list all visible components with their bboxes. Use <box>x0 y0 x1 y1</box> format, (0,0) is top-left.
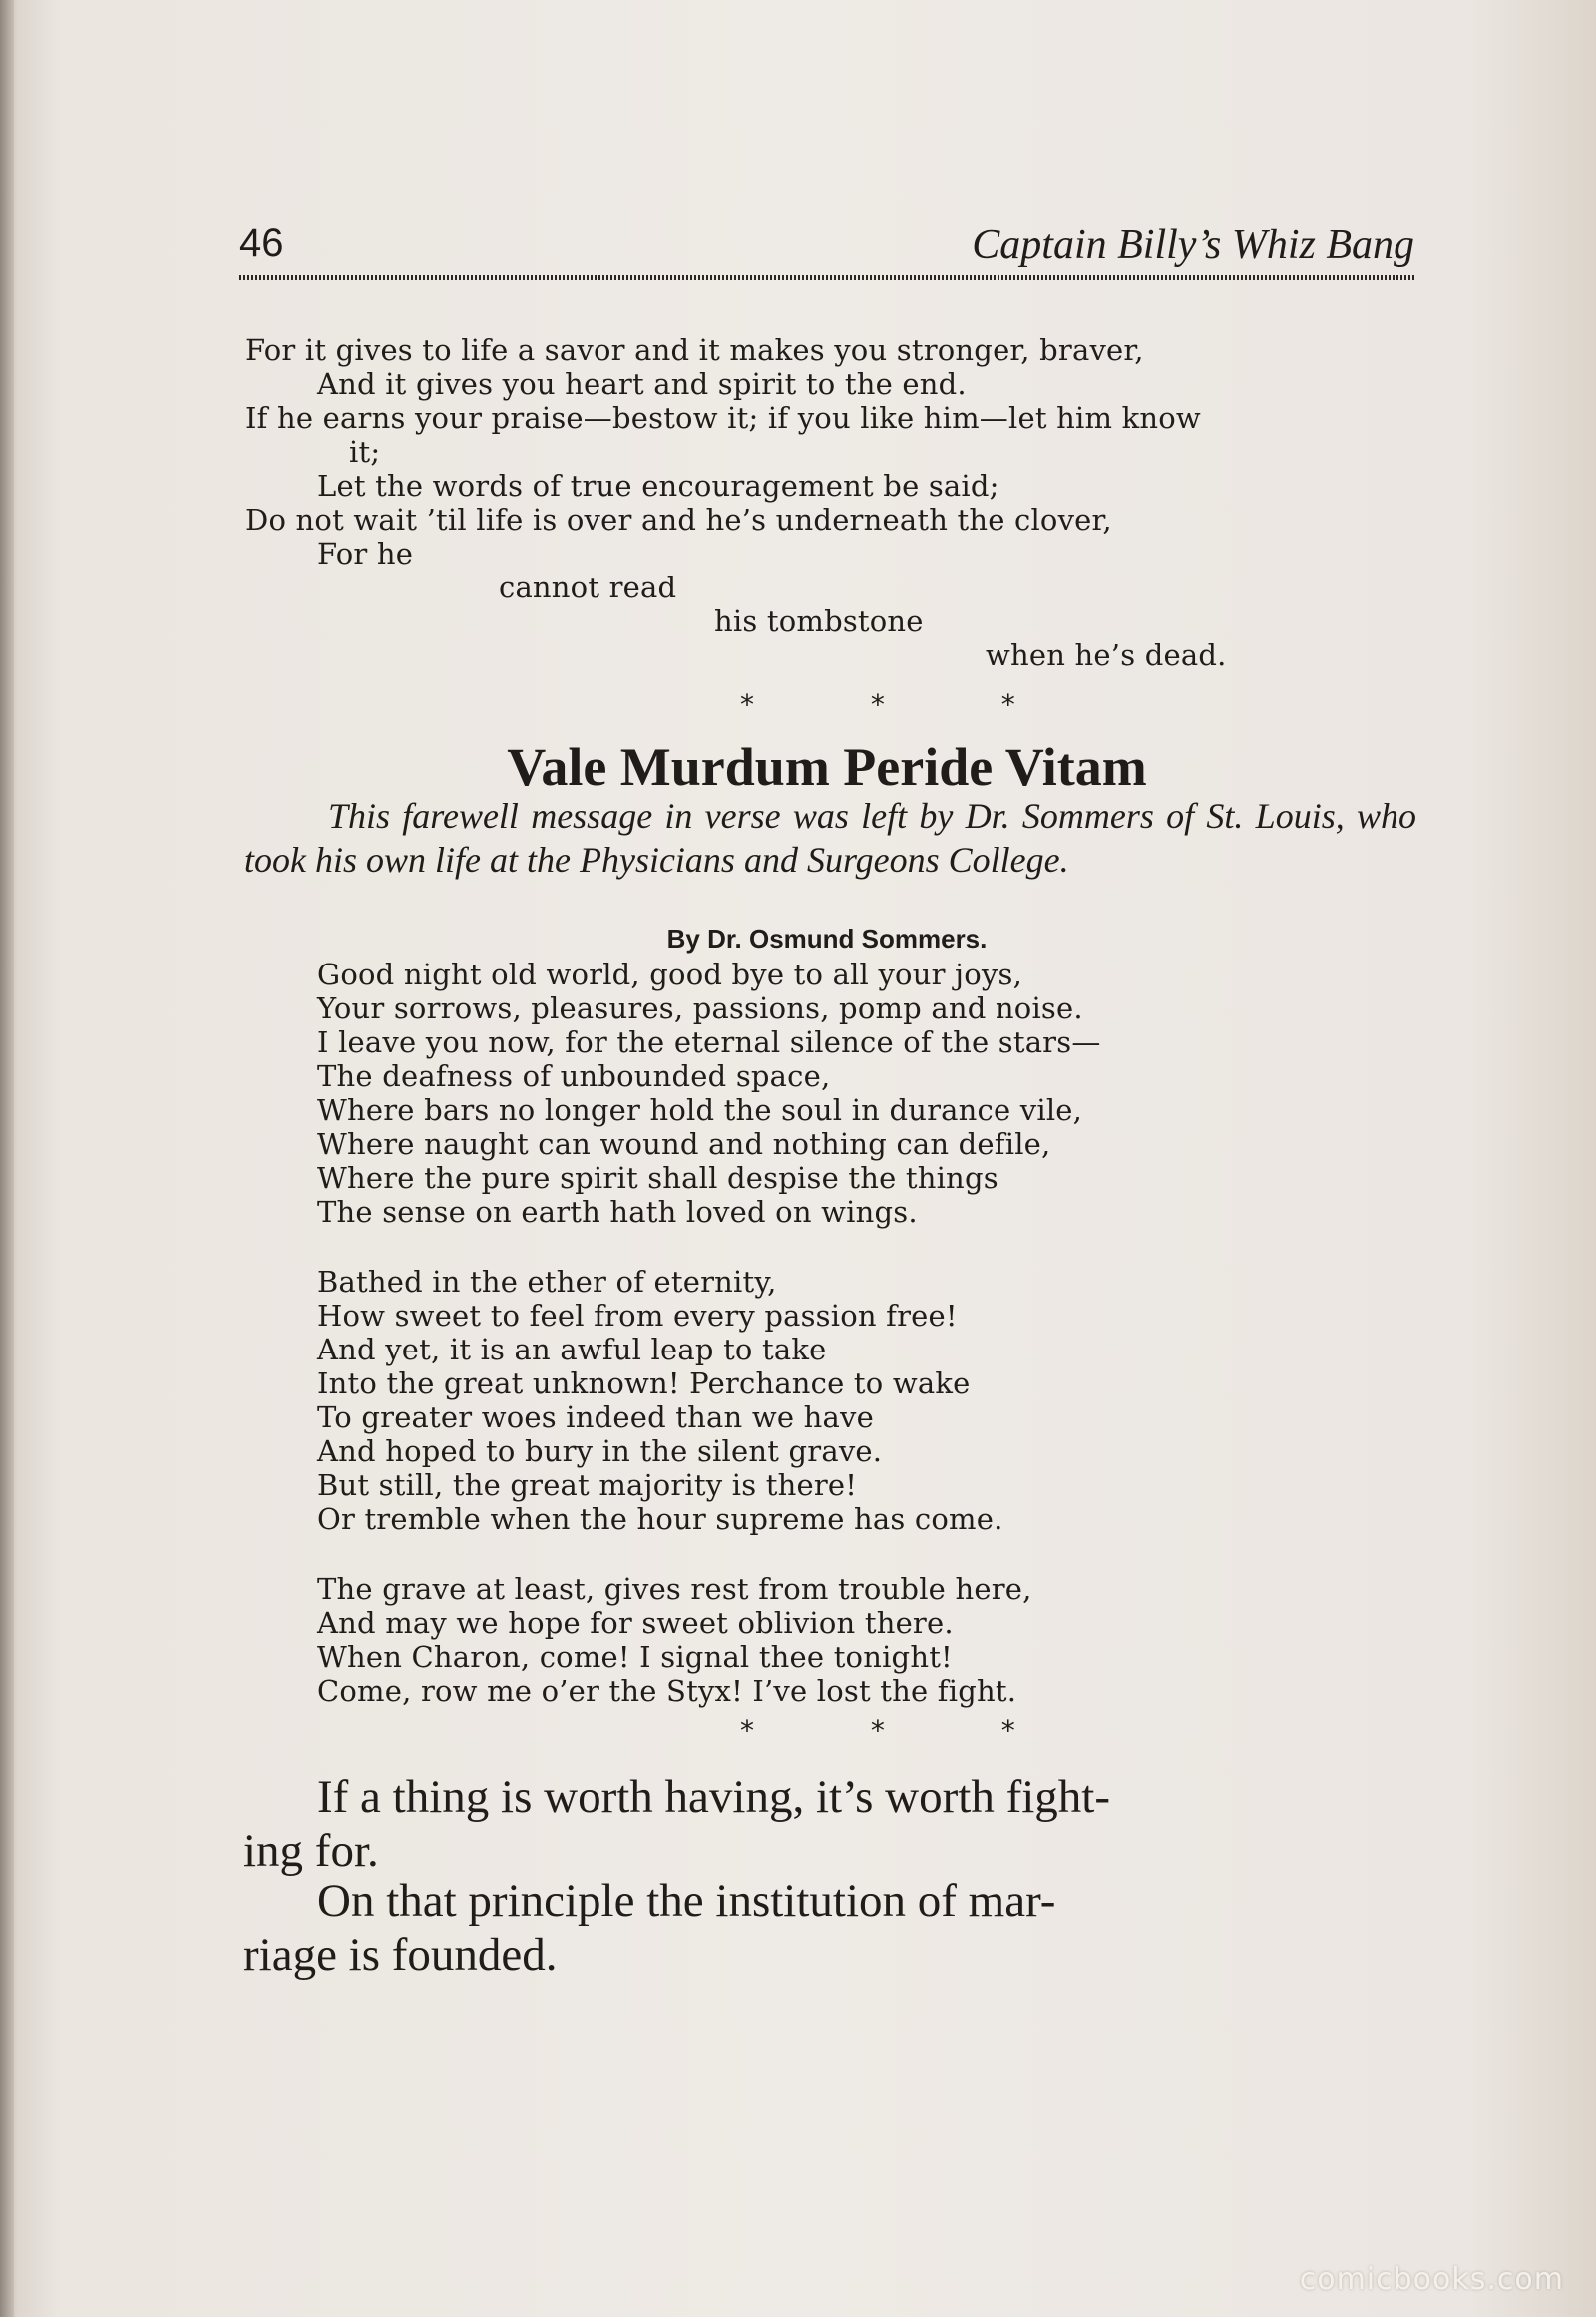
verse-line: How sweet to feel from every passion free! <box>317 1299 958 1333</box>
verse-line: Bathed in the ether of eternity, <box>317 1265 777 1299</box>
poem-line: when he’s dead. <box>986 638 1227 672</box>
verse-line: But still, the great majority is there! <box>317 1468 858 1502</box>
poem-line: his tombstone <box>714 604 924 638</box>
article-intro: This farewell message in verse was left by Dr. Sommers of St. Louis, who took his own life at the Physicians and Surgeons College. <box>244 796 1416 880</box>
poem-line: cannot read <box>499 571 677 604</box>
verse-line: And may we hope for sweet oblivion there. <box>317 1606 954 1640</box>
poem-line: Do not wait ’til life is over and he’s underneath the clover, <box>245 503 1112 537</box>
verse-line: Or tremble when the hour supreme has come. <box>317 1502 1003 1536</box>
joke-line: If a thing is worth having, it’s worth fight- <box>317 1771 1110 1823</box>
page-spine-shadow <box>0 0 14 2317</box>
joke-line: riage is founded. <box>243 1929 558 1981</box>
verse-line: Into the great unknown! Perchance to wake <box>317 1366 971 1400</box>
joke-line: On that principle the institution of mar- <box>317 1875 1056 1927</box>
verse-line: Where the pure spirit shall despise the things <box>317 1161 998 1195</box>
poem-line: Let the words of true encouragement be said; <box>317 469 999 503</box>
verse-line: The deafness of unbounded space, <box>317 1059 831 1093</box>
verse-line: The grave at least, gives rest from trouble here, <box>317 1572 1032 1606</box>
article-title: Vale Murdum Peride Vitam <box>507 737 1147 797</box>
watermark: comicbooks.com <box>1299 2262 1564 2297</box>
separator-stars: * * * <box>740 1714 1069 1746</box>
verse-line: Good night old world, good bye to all your joys, <box>317 958 1022 991</box>
poem-line: For it gives to life a savor and it makes you stronger, braver, <box>245 333 1144 367</box>
page-number: 46 <box>239 221 284 265</box>
joke-line: ing for. <box>243 1825 379 1877</box>
verse-line: Where bars no longer hold the soul in durance vile, <box>317 1093 1083 1127</box>
running-title: Captain Billy’s Whiz Bang <box>972 222 1414 268</box>
page-header <box>239 221 1414 277</box>
separator-stars: * * * <box>740 688 1069 721</box>
article-byline: By Dr. Osmund Sommers. <box>666 924 988 954</box>
header-rule <box>239 275 1414 280</box>
verse-line: When Charon, come! I signal thee tonight! <box>317 1640 953 1674</box>
verse-line: Come, row me o’er the Styx! I’ve lost the fight. <box>317 1674 1017 1708</box>
poem-line: If he earns your praise—bestow it; if you like him—let him know <box>245 401 1201 435</box>
poem-line: For he <box>317 537 414 571</box>
verse-line: To greater woes indeed than we have <box>317 1400 874 1434</box>
poem-line: And it gives you heart and spirit to the end. <box>317 367 967 401</box>
verse-line: I leave you now, for the eternal silence of the stars— <box>317 1025 1101 1059</box>
verse-line: And hoped to bury in the silent grave. <box>317 1434 883 1468</box>
poem-line: it; <box>349 435 381 469</box>
verse-line: The sense on earth hath loved on wings. <box>317 1195 918 1229</box>
verse-line: Where naught can wound and nothing can defile, <box>317 1127 1051 1161</box>
verse-line: Your sorrows, pleasures, passions, pomp and noise. <box>317 991 1083 1025</box>
verse-line: And yet, it is an awful leap to take <box>317 1333 827 1366</box>
